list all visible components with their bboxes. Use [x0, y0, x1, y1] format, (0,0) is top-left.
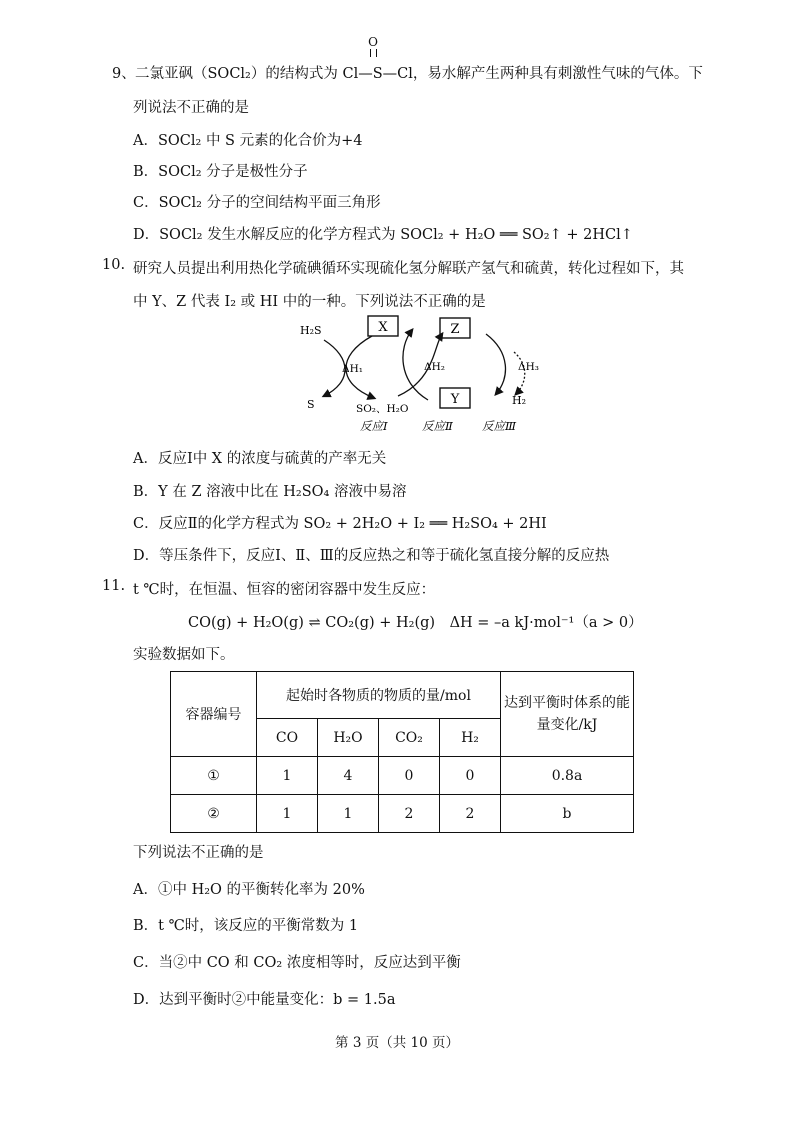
q10-number: 10.: [102, 257, 126, 273]
cell-co2: 0: [379, 757, 440, 795]
cell-co2: 2: [379, 795, 440, 833]
header-container-id: 容器编号: [171, 672, 257, 757]
row-id: ②: [171, 795, 257, 833]
q9-stem-line2: 列说法不正确的是: [133, 100, 249, 116]
q10-option-d: D．等压条件下，反应Ⅰ、Ⅱ、Ⅲ的反应热之和等于硫化氢直接分解的反应热: [133, 548, 610, 564]
label-y: Y: [450, 392, 460, 407]
q11-question: 下列说法不正确的是: [133, 845, 264, 861]
label-h2: H₂: [512, 394, 527, 407]
cell-energy: 0.8a: [501, 757, 634, 795]
header-species-co: CO: [257, 719, 318, 757]
cell-h2o: 4: [318, 757, 379, 795]
label-h2s: H₂S: [300, 324, 322, 337]
row-id: ①: [171, 757, 257, 795]
q9-option-c: C．SOCl₂ 分子的空间结构平面三角形: [133, 195, 381, 211]
header-species-h2o: H₂O: [318, 719, 379, 757]
q10-stem-line1: 研究人员提出利用热化学硫碘循环实现硫化氢分解联产氢气和硫黄，转化过程如下，其: [133, 261, 684, 277]
q10-option-a: A．反应Ⅰ中 X 的浓度与硫黄的产率无关: [133, 451, 387, 467]
q9-option-d: D．SOCl₂ 发生水解反应的化学方程式为 SOCl₂ + H₂O ══ SO₂↑ + 2HCl↑: [133, 227, 633, 243]
reaction3-curve-to-h2: [514, 352, 525, 394]
q11-number: 11.: [102, 578, 126, 594]
cell-co: 1: [257, 757, 318, 795]
cell-h2: 0: [440, 757, 501, 795]
q9-stem-line1: 二氯亚砜（SOCl₂）的结构式为 Cl—S—Cl，易水解产生两种具有刺激性气味的气体。下: [135, 66, 703, 82]
label-z: Z: [450, 322, 460, 337]
q10-option-c: C．反应Ⅱ的化学方程式为 SO₂ + 2H₂O + I₂ ══ H₂SO₄ + 2HI: [133, 516, 547, 532]
header-initial-amounts: 起始时各物质的物质的量/mol: [257, 672, 501, 719]
q11-option-c: C．当②中 CO 和 CO₂ 浓度相等时，反应达到平衡: [133, 955, 461, 971]
q10-option-b: B．Y 在 Z 溶液中比在 H₂SO₄ 溶液中易溶: [133, 484, 407, 500]
cell-h2: 2: [440, 795, 501, 833]
header-species-co2: CO₂: [379, 719, 440, 757]
table-row: [171, 795, 634, 833]
q11-equation: CO(g) + H₂O(g) ⇌ CO₂(g) + H₂(g) ΔH = –a kJ·mol⁻¹（a > 0）: [188, 615, 643, 631]
page-footer: 第 3 页（共 10 页）: [335, 1035, 459, 1051]
label-reaction2: 反应Ⅱ: [422, 419, 453, 433]
q11-option-a: A．①中 H₂O 的平衡转化率为 20%: [133, 882, 365, 898]
label-dh1: ΔH₁: [342, 363, 363, 375]
experiment-data-table: [170, 671, 634, 833]
label-x: X: [378, 320, 388, 335]
q11-intro: t ℃时，在恒温、恒容的密闭容器中发生反应：: [133, 582, 436, 598]
q9-option-a: A．SOCl₂ 中 S 元素的化合价为+4: [133, 133, 363, 149]
q11-data-intro: 实验数据如下。: [133, 647, 235, 663]
q11-option-d: D．达到平衡时②中能量变化：b = 1.5a: [133, 992, 396, 1008]
label-dh2: ΔH₂: [424, 361, 445, 373]
header-energy-change: 达到平衡时体系的能量变化/kJ: [501, 672, 634, 757]
header-species-h2: H₂: [440, 719, 501, 757]
q9-option-b: B．SOCl₂ 分子是极性分子: [133, 164, 308, 180]
q9-number: 9、: [112, 66, 136, 82]
label-reaction1: 反应Ⅰ: [360, 419, 388, 433]
cell-energy: b: [501, 795, 634, 833]
cell-h2o: 1: [318, 795, 379, 833]
label-dh3: ΔH₃: [518, 361, 539, 373]
structure-o-label: O: [368, 35, 378, 49]
structure-oxygen: [361, 36, 385, 57]
label-so2-h2o: SO₂、H₂O: [356, 403, 409, 415]
q11-option-b: B．t ℃时，该反应的平衡常数为 1: [133, 918, 359, 934]
reaction-cycle-diagram: [290, 312, 560, 436]
label-reaction3: 反应Ⅲ: [482, 419, 517, 433]
reaction3-curve-z-to-y: [486, 334, 505, 394]
table-row: [171, 757, 634, 795]
q10-stem-line2: 中 Y、Z 代表 I₂ 或 HI 中的一种。下列说法不正确的是: [133, 294, 486, 310]
double-bond: [370, 49, 377, 57]
label-s: S: [307, 398, 315, 411]
cell-co: 1: [257, 795, 318, 833]
